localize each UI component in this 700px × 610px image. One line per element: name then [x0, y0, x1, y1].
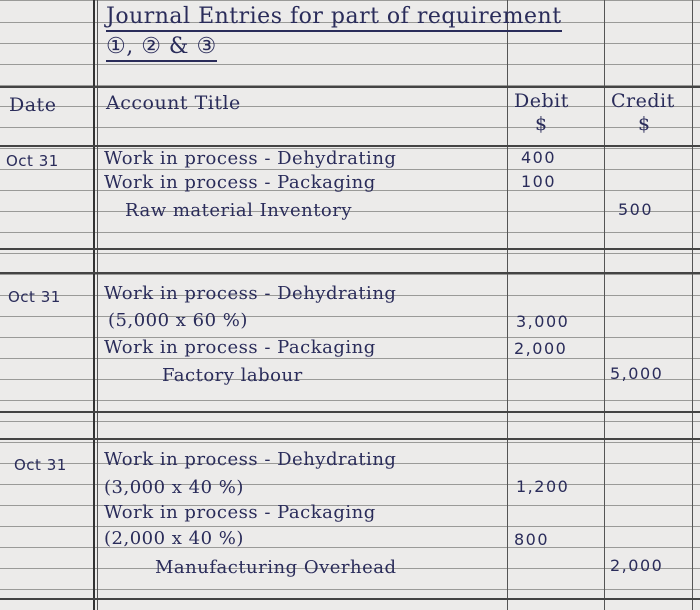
date-column-rule-inner [97, 0, 98, 610]
entry-1-bottom-rule [0, 248, 700, 250]
entry-3-bottom-rule [0, 598, 700, 600]
entry-3-date: Oct 31 [14, 456, 67, 474]
credit-header: Credit [611, 90, 675, 112]
entry-1-line-2-account: Work in process - Packaging [104, 172, 376, 193]
requirement-marks: ①, ② & ③ [106, 34, 217, 62]
entry-3-line-1-account: Work in process - Dehydrating [104, 449, 397, 470]
entry-3-line-2-account: (3,000 x 40 %) [104, 477, 244, 498]
date-column-rule [93, 0, 95, 610]
debit-column-rule [507, 0, 508, 610]
entry-2-line-3-debit: 2,000 [514, 339, 568, 358]
credit-column-rule [604, 0, 605, 610]
entry-1-date: Oct 31 [6, 152, 59, 170]
entry-3-line-5-account: Manufacturing Overhead [155, 557, 397, 578]
journal-title-line1: Journal Entries for part of requirement [106, 4, 562, 32]
entry-2-top-rule [0, 272, 700, 274]
entry-2-line-2-debit: 3,000 [516, 312, 570, 331]
header-top-rule [0, 86, 700, 88]
journal-subtitle [106, 34, 217, 59]
journal-title [106, 4, 562, 29]
entry-3-line-5-credit: 2,000 [610, 556, 664, 575]
account-title-header: Account Title [106, 92, 241, 114]
header-bottom-rule [0, 145, 700, 147]
entry-1-line-3-account: Raw material Inventory [125, 200, 353, 221]
entry-3-top-rule [0, 438, 700, 440]
entry-2-bottom-rule [0, 411, 700, 413]
entry-1-line-3-credit: 500 [618, 200, 654, 219]
entry-2-line-1-account: Work in process - Dehydrating [104, 283, 397, 304]
right-edge-rule [692, 0, 693, 610]
entry-3-line-4-account: (2,000 x 40 %) [104, 528, 244, 549]
entry-1-line-2-debit: 100 [521, 172, 557, 191]
date-header: Date [9, 94, 57, 116]
debit-currency: $ [535, 113, 548, 135]
entry-2-line-2-account: (5,000 x 60 %) [108, 310, 248, 331]
entry-2-line-4-account: Factory labour [162, 365, 303, 386]
credit-currency: $ [638, 113, 651, 135]
entry-1-line-1-debit: 400 [521, 148, 557, 167]
entry-2-line-3-account: Work in process - Packaging [104, 337, 376, 358]
entry-1-line-1-account: Work in process - Dehydrating [104, 148, 397, 169]
entry-3-line-4-debit: 800 [514, 530, 550, 549]
debit-header: Debit [514, 90, 569, 112]
entry-2-date: Oct 31 [8, 288, 61, 306]
entry-3-line-2-debit: 1,200 [516, 477, 570, 496]
entry-3-line-3-account: Work in process - Packaging [104, 502, 376, 523]
entry-2-line-4-credit: 5,000 [610, 364, 664, 383]
